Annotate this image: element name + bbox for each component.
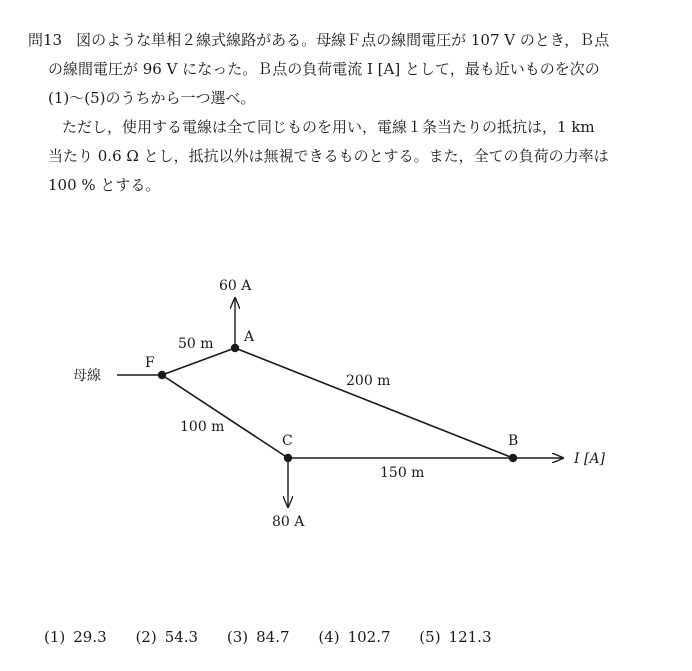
node-a-label: A — [244, 329, 255, 345]
load-c-label: 80 A — [272, 514, 305, 530]
choice-1[interactable]: (1) 29.3 — [44, 628, 107, 646]
question-number: 問13 — [28, 31, 63, 49]
answer-choices — [44, 628, 516, 646]
length-cb-label: 150 m — [380, 465, 425, 481]
node-f-dot — [158, 371, 166, 379]
node-c-dot — [284, 454, 292, 462]
choice-5[interactable]: (5) 121.3 — [419, 628, 492, 646]
line-a-b — [235, 348, 513, 458]
load-a-label: 60 A — [219, 278, 252, 294]
question-line-1: 問13 図のような単相２線式線路がある。母線Ｆ点の線間電圧が 107 V のとき，Ｂ点 — [28, 31, 610, 49]
question-line-5: 当たり 0.6 Ω とし，抵抗以外は無視できるものとする。また，全ての負荷の力率は — [48, 147, 609, 165]
choice-3[interactable]: (3) 84.7 — [226, 628, 290, 646]
load-b-label: I [A] — [574, 451, 606, 467]
length-fc-label: 100 m — [180, 419, 225, 435]
question-line-3: (1)～(5)のうちから一つ選べ。 — [48, 89, 256, 107]
node-c-label: C — [282, 433, 293, 449]
line-f-c — [162, 375, 288, 458]
length-fa-label: 50 m — [178, 336, 214, 352]
busbar-label: 母線 — [73, 368, 101, 384]
node-b-dot — [509, 454, 517, 462]
length-ab-label: 200 m — [346, 373, 391, 389]
node-b-label: B — [508, 433, 519, 449]
line-f-a — [162, 348, 235, 375]
node-a-dot — [231, 344, 239, 352]
node-f-label: F — [145, 355, 155, 371]
question-line-2: の線間電圧が 96 V になった。Ｂ点の負荷電流 I [A] として，最も近いものを次の — [48, 60, 600, 78]
choice-2[interactable]: (2) 54.3 — [135, 628, 199, 646]
choice-4[interactable]: (4) 102.7 — [318, 628, 391, 646]
question-line-6: 100 % とする。 — [48, 176, 161, 194]
question-line-4: ただし，使用する電線は全て同じものを用い，電線１条当たりの抵抗は，1 km — [62, 118, 595, 136]
